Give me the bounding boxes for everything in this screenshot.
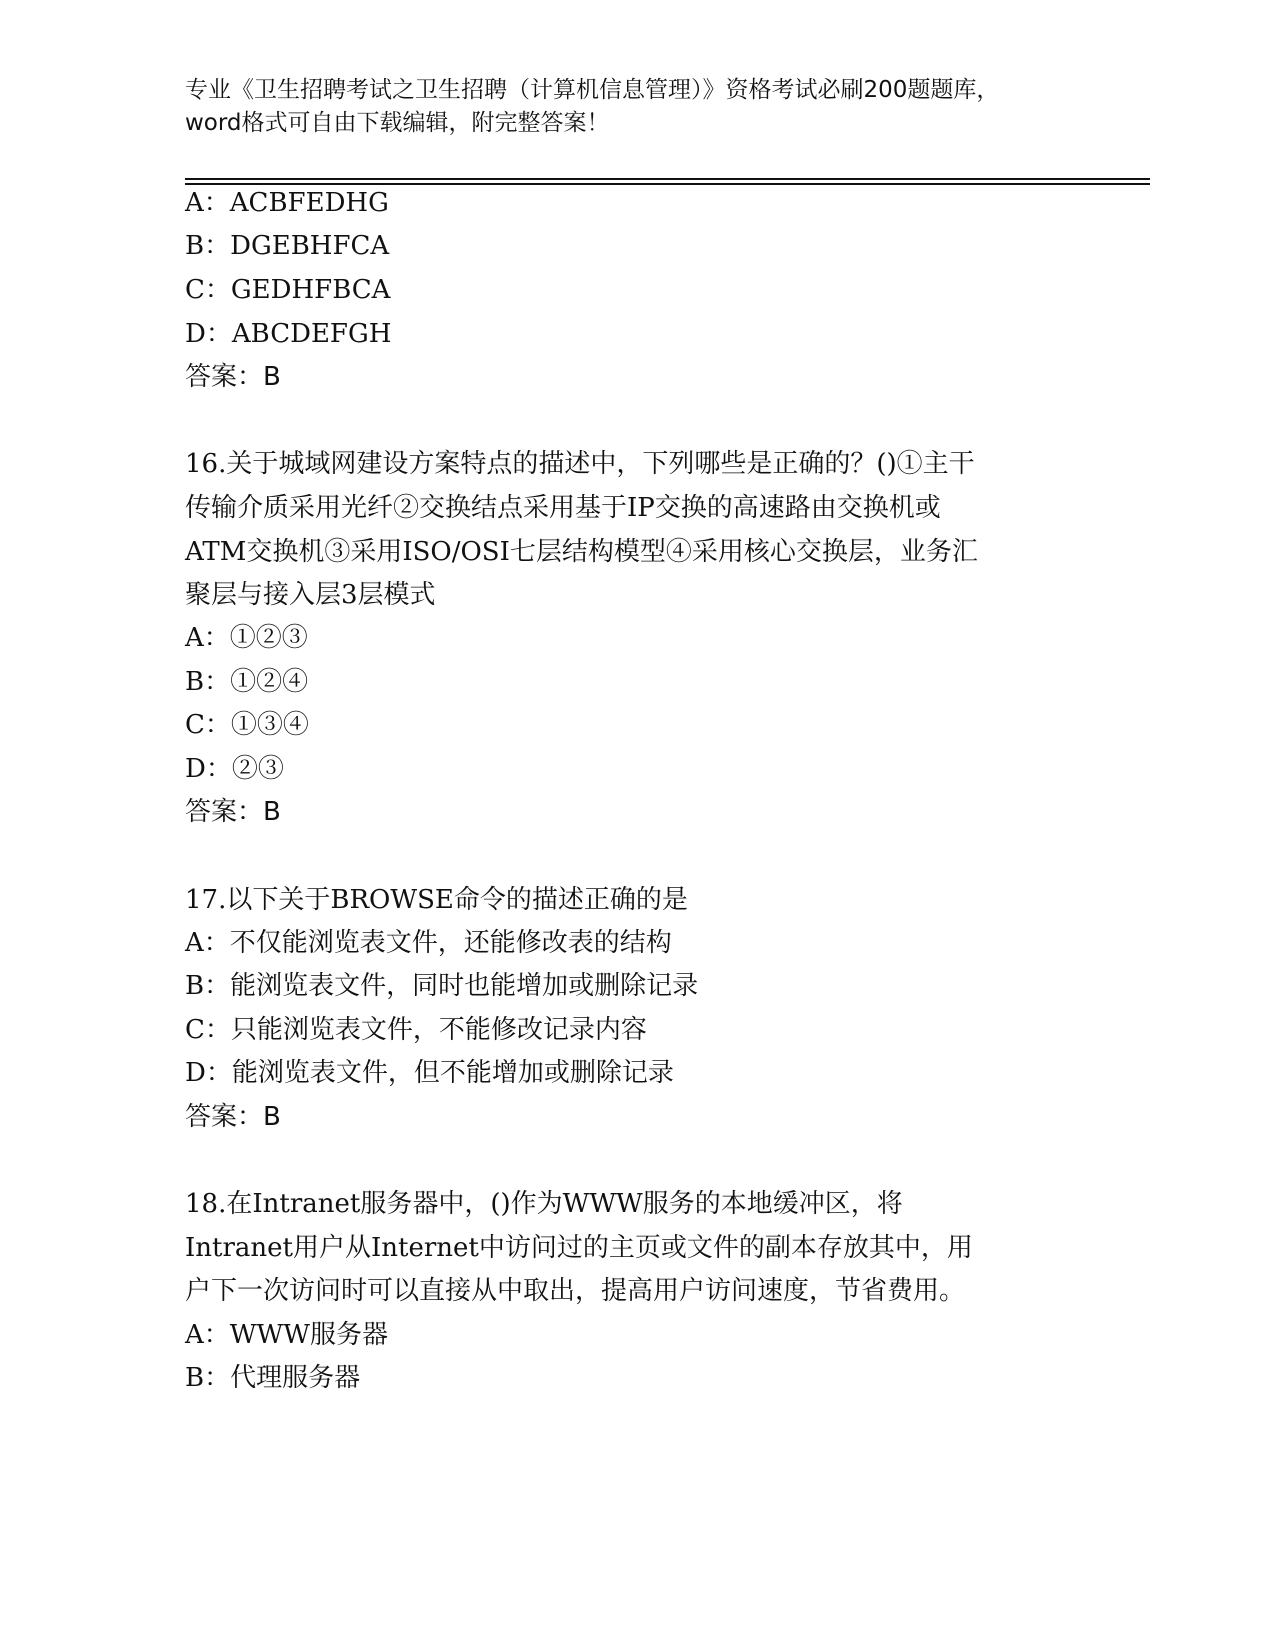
q16-option-b: B：①②④	[185, 667, 309, 697]
header-divider-top	[185, 178, 1150, 180]
q17-option-b: B：能浏览表文件，同时也能增加或删除记录	[185, 971, 699, 1001]
header-title-line-2: word格式可自由下载编辑，附完整答案！	[185, 110, 610, 136]
header-title-line-1: 专业《卫生招聘考试之卫生招聘（计算机信息管理）》资格考试必刷200题题库，	[185, 77, 1000, 103]
q16-stem-line-4: 聚层与接入层3层模式	[185, 580, 436, 610]
q16-option-d: D：②③	[185, 754, 284, 784]
q15-answer: 答案：B	[185, 362, 281, 392]
q17-answer: 答案：B	[185, 1102, 281, 1132]
q16-answer: 答案：B	[185, 797, 281, 827]
q15-option-c: C：GEDHFBCA	[185, 275, 391, 305]
q16-stem-line-2: 传输介质采用光纤②交换结点采用基于IP交换的高速路由交换机或	[185, 493, 941, 523]
q15-option-b: B：DGEBHFCA	[185, 231, 390, 261]
q16-option-c: C：①③④	[185, 710, 309, 740]
q17-option-a: A：不仅能浏览表文件，还能修改表的结构	[185, 928, 672, 958]
q18-option-b: B：代理服务器	[185, 1363, 361, 1393]
q18-stem-line-2: Intranet用户从Internet中访问过的主页或文件的副本存放其中，用	[185, 1233, 973, 1263]
q17-option-d: D：能浏览表文件，但不能增加或删除记录	[185, 1058, 674, 1088]
document-header	[185, 74, 1085, 140]
q16-option-a: A：①②③	[185, 623, 308, 653]
q17-stem: 17.以下关于BROWSE命令的描述正确的是	[185, 885, 688, 915]
q18-stem-line-3: 户下一次访问时可以直接从中取出，提高用户访问速度，节省费用。	[185, 1276, 966, 1306]
q17-option-c: C：只能浏览表文件，不能修改记录内容	[185, 1015, 647, 1045]
q16-stem-line-3: ATM交换机③采用ISO/OSI七层结构模型④采用核心交换层，业务汇	[185, 537, 978, 567]
q16-stem-line-1: 16.关于城域网建设方案特点的描述中，下列哪些是正确的？()①主干	[185, 449, 975, 479]
q15-option-a: A：ACBFEDHG	[185, 188, 389, 218]
q18-stem-line-1: 18.在Intranet服务器中，()作为WWW服务的本地缓冲区，将	[185, 1189, 903, 1219]
q15-option-d: D：ABCDEFGH	[185, 319, 392, 349]
q18-option-a: A：WWW服务器	[185, 1320, 388, 1350]
